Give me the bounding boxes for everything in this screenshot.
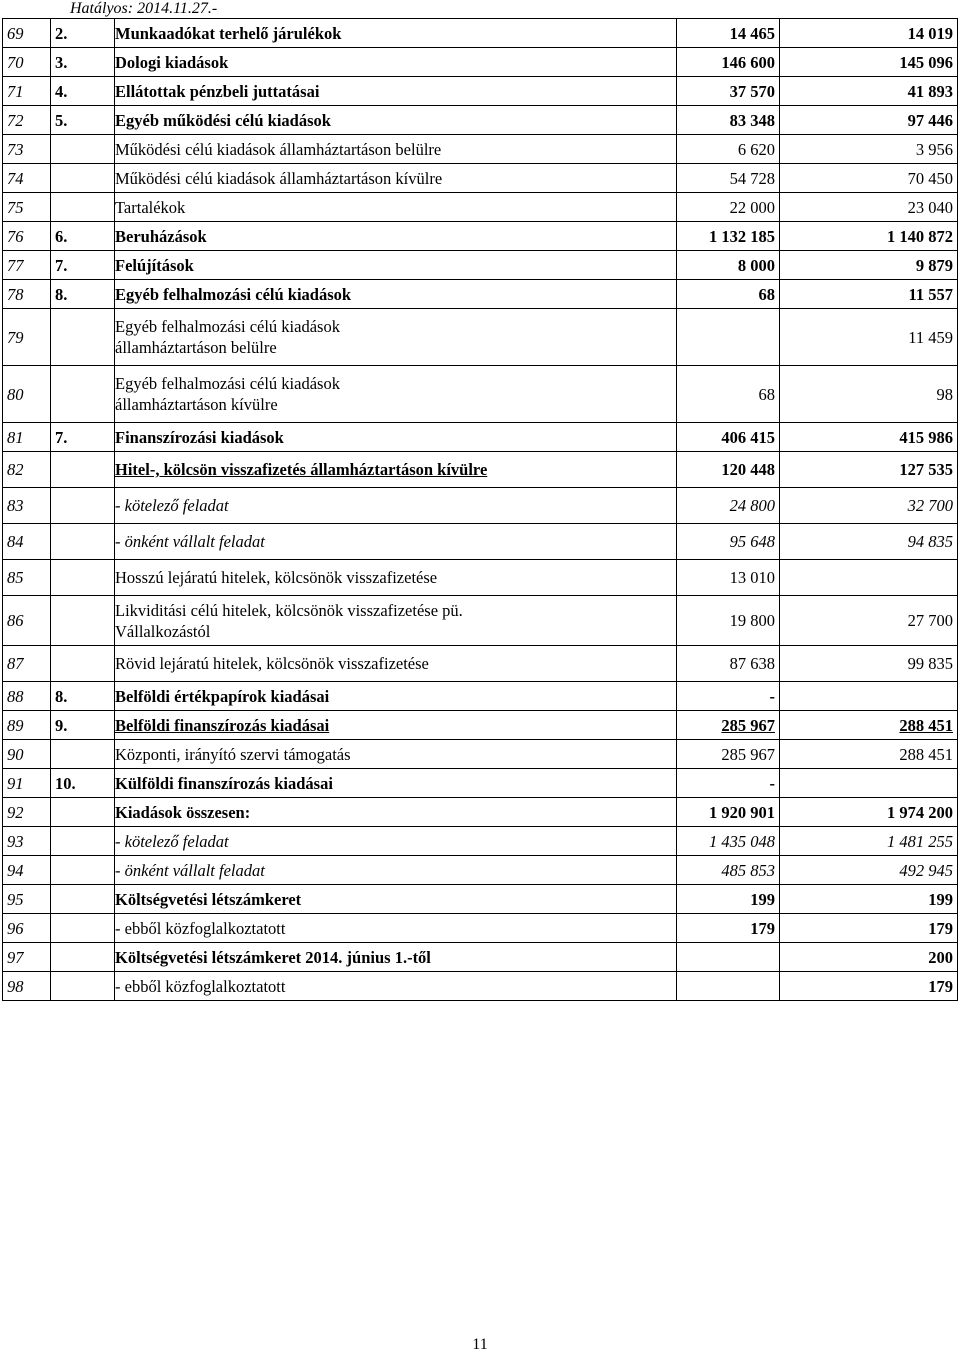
table-row — [3, 711, 958, 740]
row-number: 98 — [3, 972, 51, 1001]
section-number: 3. — [51, 48, 115, 77]
value-1: 199 — [677, 885, 780, 914]
section-number — [51, 452, 115, 488]
row-label: Kiadások összesen: — [115, 798, 677, 827]
row-label: Hosszú lejáratú hitelek, kölcsönök visszafizetése — [115, 560, 677, 596]
row-number: 91 — [3, 769, 51, 798]
value-2: 9 879 — [780, 251, 958, 280]
row-number: 93 — [3, 827, 51, 856]
value-1: - — [677, 769, 780, 798]
value-1: 95 648 — [677, 524, 780, 560]
effective-date: Hatályos: 2014.11.27.- — [70, 0, 218, 17]
value-1 — [677, 972, 780, 1001]
table-row — [3, 135, 958, 164]
value-2: 199 — [780, 885, 958, 914]
section-number — [51, 972, 115, 1001]
value-2: 41 893 — [780, 77, 958, 106]
section-number: 8. — [51, 280, 115, 309]
value-1: 87 638 — [677, 646, 780, 682]
row-number: 73 — [3, 135, 51, 164]
row-number: 71 — [3, 77, 51, 106]
value-2: 127 535 — [780, 452, 958, 488]
value-1 — [677, 711, 780, 740]
table-row — [3, 560, 958, 596]
value-2: 27 700 — [780, 596, 958, 646]
section-number — [51, 193, 115, 222]
row-number: 74 — [3, 164, 51, 193]
value-2: 179 — [780, 972, 958, 1001]
value-1: 146 600 — [677, 48, 780, 77]
value-2: 179 — [780, 914, 958, 943]
value-1: 485 853 — [677, 856, 780, 885]
table-row — [3, 222, 958, 251]
row-number: 86 — [3, 596, 51, 646]
row-label: Ellátottak pénzbeli juttatásai — [115, 77, 677, 106]
section-number — [51, 135, 115, 164]
table-row — [3, 798, 958, 827]
table-row — [3, 596, 958, 646]
row-number: 78 — [3, 280, 51, 309]
row-label: Egyéb működési célú kiadások — [115, 106, 677, 135]
value-1: 406 415 — [677, 423, 780, 452]
section-number: 4. — [51, 77, 115, 106]
row-label: Egyéb felhalmozási célú kiadások — [115, 280, 677, 309]
table-row — [3, 740, 958, 769]
value-1: - — [677, 682, 780, 711]
row-number: 97 — [3, 943, 51, 972]
table-row — [3, 885, 958, 914]
row-label: - önként vállalt feladat — [115, 856, 677, 885]
row-number: 80 — [3, 366, 51, 423]
value-1: 6 620 — [677, 135, 780, 164]
value-2: 94 835 — [780, 524, 958, 560]
value-1 — [677, 943, 780, 972]
row-label: Rövid lejáratú hitelek, kölcsönök visszafizetése — [115, 646, 677, 682]
row-label: - ebből közfoglalkoztatott — [115, 972, 677, 1001]
row-number: 72 — [3, 106, 51, 135]
value-2: 288 451 — [780, 740, 958, 769]
table-row — [3, 48, 958, 77]
table-row — [3, 193, 958, 222]
value-1: 13 010 — [677, 560, 780, 596]
row-number: 81 — [3, 423, 51, 452]
row-label: - kötelező feladat — [115, 488, 677, 524]
row-label — [115, 711, 677, 740]
value-1: 1 435 048 — [677, 827, 780, 856]
row-number: 92 — [3, 798, 51, 827]
value-2: 145 096 — [780, 48, 958, 77]
row-number: 87 — [3, 646, 51, 682]
value-2 — [780, 560, 958, 596]
table-row — [3, 251, 958, 280]
row-number: 75 — [3, 193, 51, 222]
section-number — [51, 646, 115, 682]
value-2: 11 557 — [780, 280, 958, 309]
value-2: 1 974 200 — [780, 798, 958, 827]
section-number — [51, 885, 115, 914]
row-label: Költségvetési létszámkeret — [115, 885, 677, 914]
row-label: Felújítások — [115, 251, 677, 280]
value-2 — [780, 711, 958, 740]
value-2: 3 956 — [780, 135, 958, 164]
value-2: 200 — [780, 943, 958, 972]
row-number: 79 — [3, 309, 51, 366]
table-row — [3, 366, 958, 423]
section-number — [51, 740, 115, 769]
section-number — [51, 309, 115, 366]
section-number — [51, 943, 115, 972]
table-row — [3, 856, 958, 885]
row-number: 90 — [3, 740, 51, 769]
row-label: Finanszírozási kiadások — [115, 423, 677, 452]
row-label — [115, 452, 677, 488]
value-2: 97 446 — [780, 106, 958, 135]
value-2: 14 019 — [780, 19, 958, 48]
value-1 — [677, 309, 780, 366]
row-label: Tartalékok — [115, 193, 677, 222]
budget-table — [2, 18, 958, 1001]
value-1: 285 967 — [677, 740, 780, 769]
section-number — [51, 596, 115, 646]
row-number: 85 — [3, 560, 51, 596]
value-2: 1 481 255 — [780, 827, 958, 856]
table-row — [3, 682, 958, 711]
row-label: - ebből közfoglalkoztatott — [115, 914, 677, 943]
value-2 — [780, 682, 958, 711]
value-2: 99 835 — [780, 646, 958, 682]
page-number: 11 — [472, 1336, 488, 1353]
row-label: - önként vállalt feladat — [115, 524, 677, 560]
section-number: 7. — [51, 251, 115, 280]
row-number: 88 — [3, 682, 51, 711]
table-row — [3, 19, 958, 48]
section-number — [51, 914, 115, 943]
row-label-text: Belföldi finanszírozás kiadásai — [115, 715, 330, 735]
row-number: 94 — [3, 856, 51, 885]
table-row — [3, 280, 958, 309]
table-row — [3, 309, 958, 366]
section-number — [51, 488, 115, 524]
section-number — [51, 366, 115, 423]
table-row — [3, 943, 958, 972]
value-1: 68 — [677, 366, 780, 423]
row-number: 96 — [3, 914, 51, 943]
value-1: 1 132 185 — [677, 222, 780, 251]
value-2: 492 945 — [780, 856, 958, 885]
row-label: Belföldi értékpapírok kiadásai — [115, 682, 677, 711]
table-row — [3, 106, 958, 135]
value-2: 23 040 — [780, 193, 958, 222]
table-row — [3, 972, 958, 1001]
row-label: - kötelező feladat — [115, 827, 677, 856]
value-2: 1 140 872 — [780, 222, 958, 251]
value-1: 24 800 — [677, 488, 780, 524]
value-1: 22 000 — [677, 193, 780, 222]
value-2: 32 700 — [780, 488, 958, 524]
value-2: 415 986 — [780, 423, 958, 452]
value-1: 120 448 — [677, 452, 780, 488]
value-1: 54 728 — [677, 164, 780, 193]
section-number — [51, 164, 115, 193]
row-label: Likviditási célú hitelek, kölcsönök visszafizetése pü. Vállalkozástól — [115, 596, 677, 646]
row-label: Központi, irányító szervi támogatás — [115, 740, 677, 769]
section-number: 5. — [51, 106, 115, 135]
value-2 — [780, 769, 958, 798]
value-1: 8 000 — [677, 251, 780, 280]
row-label: Beruházások — [115, 222, 677, 251]
section-number — [51, 524, 115, 560]
row-label: Külföldi finanszírozás kiadásai — [115, 769, 677, 798]
value-2: 11 459 — [780, 309, 958, 366]
value-2-text: 288 451 — [899, 715, 953, 735]
value-1: 37 570 — [677, 77, 780, 106]
row-number: 77 — [3, 251, 51, 280]
row-number: 95 — [3, 885, 51, 914]
value-2: 70 450 — [780, 164, 958, 193]
value-1: 14 465 — [677, 19, 780, 48]
row-number: 69 — [3, 19, 51, 48]
section-number — [51, 560, 115, 596]
row-number: 82 — [3, 452, 51, 488]
section-number — [51, 827, 115, 856]
value-1: 1 920 901 — [677, 798, 780, 827]
table-row — [3, 423, 958, 452]
value-1: 83 348 — [677, 106, 780, 135]
row-number: 76 — [3, 222, 51, 251]
value-1: 68 — [677, 280, 780, 309]
section-number: 6. — [51, 222, 115, 251]
table-row — [3, 77, 958, 106]
section-number — [51, 798, 115, 827]
row-number: 84 — [3, 524, 51, 560]
value-1: 19 800 — [677, 596, 780, 646]
section-number — [51, 856, 115, 885]
row-number: 89 — [3, 711, 51, 740]
row-number: 83 — [3, 488, 51, 524]
table-row — [3, 769, 958, 798]
section-number: 7. — [51, 423, 115, 452]
row-label: Működési célú kiadások államháztartáson kívülre — [115, 164, 677, 193]
row-label: Egyéb felhalmozási célú kiadások államháztartáson kívülre — [115, 366, 677, 423]
section-number: 8. — [51, 682, 115, 711]
value-2: 98 — [780, 366, 958, 423]
row-label: Egyéb felhalmozási célú kiadások államháztartáson belülre — [115, 309, 677, 366]
table-row — [3, 827, 958, 856]
section-number: 10. — [51, 769, 115, 798]
table-row — [3, 524, 958, 560]
table-row — [3, 488, 958, 524]
row-label: Munkaadókat terhelő járulékok — [115, 19, 677, 48]
row-label: Működési célú kiadások államháztartáson belülre — [115, 135, 677, 164]
value-1: 179 — [677, 914, 780, 943]
section-number: 9. — [51, 711, 115, 740]
section-number: 2. — [51, 19, 115, 48]
row-label: Költségvetési létszámkeret 2014. június 1.-től — [115, 943, 677, 972]
row-number: 70 — [3, 48, 51, 77]
value-1-text: 285 967 — [721, 715, 775, 735]
row-label: Dologi kiadások — [115, 48, 677, 77]
row-label-text: Hitel-, kölcsön visszafizetés államháztartáson kívülre — [115, 460, 488, 479]
table-row — [3, 164, 958, 193]
table-row — [3, 646, 958, 682]
table-row — [3, 914, 958, 943]
table-row — [3, 452, 958, 488]
